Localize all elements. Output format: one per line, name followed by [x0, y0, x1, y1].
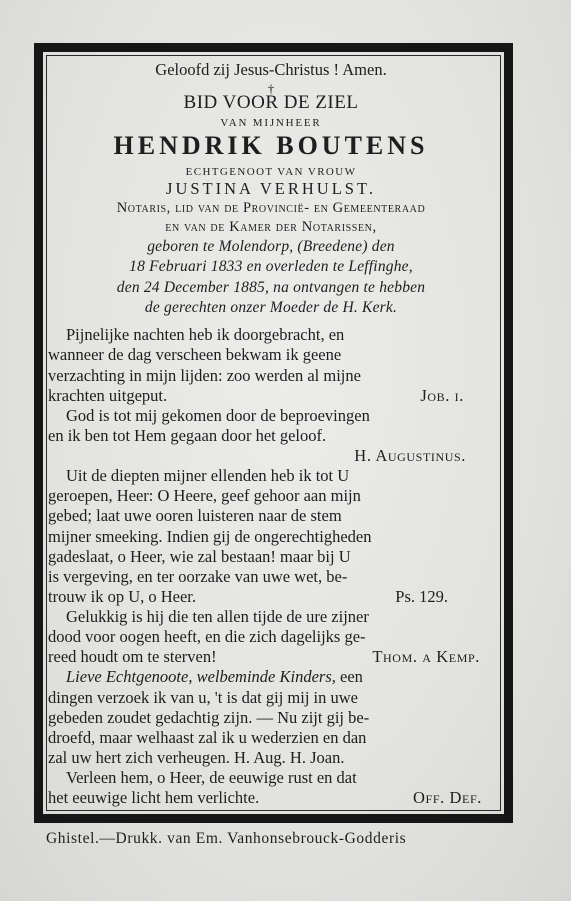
prayer-3-text-end: trouw ik op U, o Heer.	[48, 586, 197, 606]
description-line-6: de gerechten onzer Moeder de H. Kerk.	[144, 299, 398, 317]
prayer-1-line-4	[48, 386, 494, 406]
prayer-1-line-3: verzachting in mijn lijden: zoo werden al mijne	[48, 365, 361, 385]
description-line-5: den 24 December 1885, na ontvangen te hebben	[116, 278, 426, 296]
praise-line: Geloofd zij Jesus-Christus ! Amen.	[155, 60, 387, 79]
deceased-name: HENDRIK BOUTENS	[113, 131, 429, 161]
prayer-5-line-5: zal uw hert zich verheugen. H. Aug. H. Joan.	[48, 747, 345, 767]
description-line-3: geboren te Molendorp, (Breedene) den	[147, 238, 395, 256]
prayer-1-source: Job. i.	[420, 385, 464, 405]
description-line-2: en van de Kamer der Notarissen,	[165, 219, 377, 236]
prayer-5-line-1-rest: een	[340, 667, 363, 687]
prayer-5-line-4: droefd, maar welhaast zal ik u wederzien en dan	[48, 727, 367, 747]
prayer-4-line-2: dood voor oogen heeft, en die zich dagelijks ge-	[48, 627, 366, 647]
description-line-1: Notaris, lid van de Provincië- en Gemeenteraad	[116, 199, 426, 216]
prayer-3-line-7	[48, 587, 494, 607]
spouse-intro: ECHTGENOOT VAN VROUW	[185, 165, 357, 178]
description-line-4: 18 Februari 1833 en overleden te Leffinghe,	[129, 258, 413, 276]
prayer-2-line-2: en ik ben tot Hem gegaan door het geloof.	[48, 425, 327, 445]
prayer-3-line-4: mijner smeeking. Indien gij de ongerechtigheden	[48, 526, 372, 546]
cross-icon: †	[267, 81, 275, 97]
card-content	[48, 58, 494, 808]
prayer-1-line-2: wanneer de dag verscheen bekwam ik geene	[48, 345, 342, 365]
printer-imprint: Ghistel.—Drukk. van Em. Vanhonsebrouck-Godderis	[46, 830, 407, 847]
prayer-6-line-1: Verleen hem, o Heer, de eeuwige rust en dat	[66, 768, 357, 788]
prayer-3-source: Ps. 129.	[395, 586, 448, 606]
prayer-4-line-1: Gelukkig is hij die ten allen tijde de ure zijner	[66, 607, 369, 627]
prayer-6-line-2	[48, 788, 494, 808]
spouse-name: JUSTINA VERHULST.	[166, 178, 376, 198]
prayer-3-line-3: gebed; laat uwe ooren luisteren naar de stem	[48, 506, 342, 526]
prayer-3-line-5: gadeslaat, o Heer, wie zal bestaan! maar bij U	[48, 546, 351, 566]
prayer-1-text-end: krachten uitgeput.	[48, 385, 168, 405]
prayer-4-source: Thom. a Kemp.	[372, 647, 480, 667]
prayer-2-source: H. Augustinus.	[354, 446, 466, 466]
prayer-title: BID VOOR DE ZIEL	[183, 92, 359, 114]
of-label: VAN MIJNHEER	[220, 117, 322, 130]
prayer-5-line-2: dingen verzoek ik van u, 't is dat gij mij in uwe	[48, 687, 358, 707]
prayer-6-source: Off. Def.	[413, 788, 482, 808]
prayer-1-line-1: Pijnelijke nachten heb ik doorgebracht, en	[66, 325, 345, 345]
prayer-3-line-2: geroepen, Heer: O Heere, geef gehoor aan mijn	[48, 486, 361, 506]
prayer-4-line-3	[48, 647, 494, 667]
prayer-6-text-end: het eeuwige licht hem verlichte.	[48, 788, 260, 808]
prayer-2-line-1: God is tot mij gekomen door de beproevingen	[66, 405, 370, 425]
prayer-3-line-6: is vergeving, en ter oorzake van uwe wet, be-	[48, 566, 348, 586]
prayer-5-line-3: gebeden zoudet gedachtig zijn. — Nu zijt gij be-	[48, 707, 370, 727]
prayer-text	[48, 325, 494, 808]
prayer-5-address: Lieve Echtgenoote, welbeminde Kinders,	[66, 667, 336, 687]
prayer-4-text-end: reed houdt om te sterven!	[48, 647, 217, 667]
prayer-3-line-1: Uit de diepten mijner ellenden heb ik tot U	[66, 466, 350, 486]
prayer-5-line-1	[48, 667, 494, 687]
